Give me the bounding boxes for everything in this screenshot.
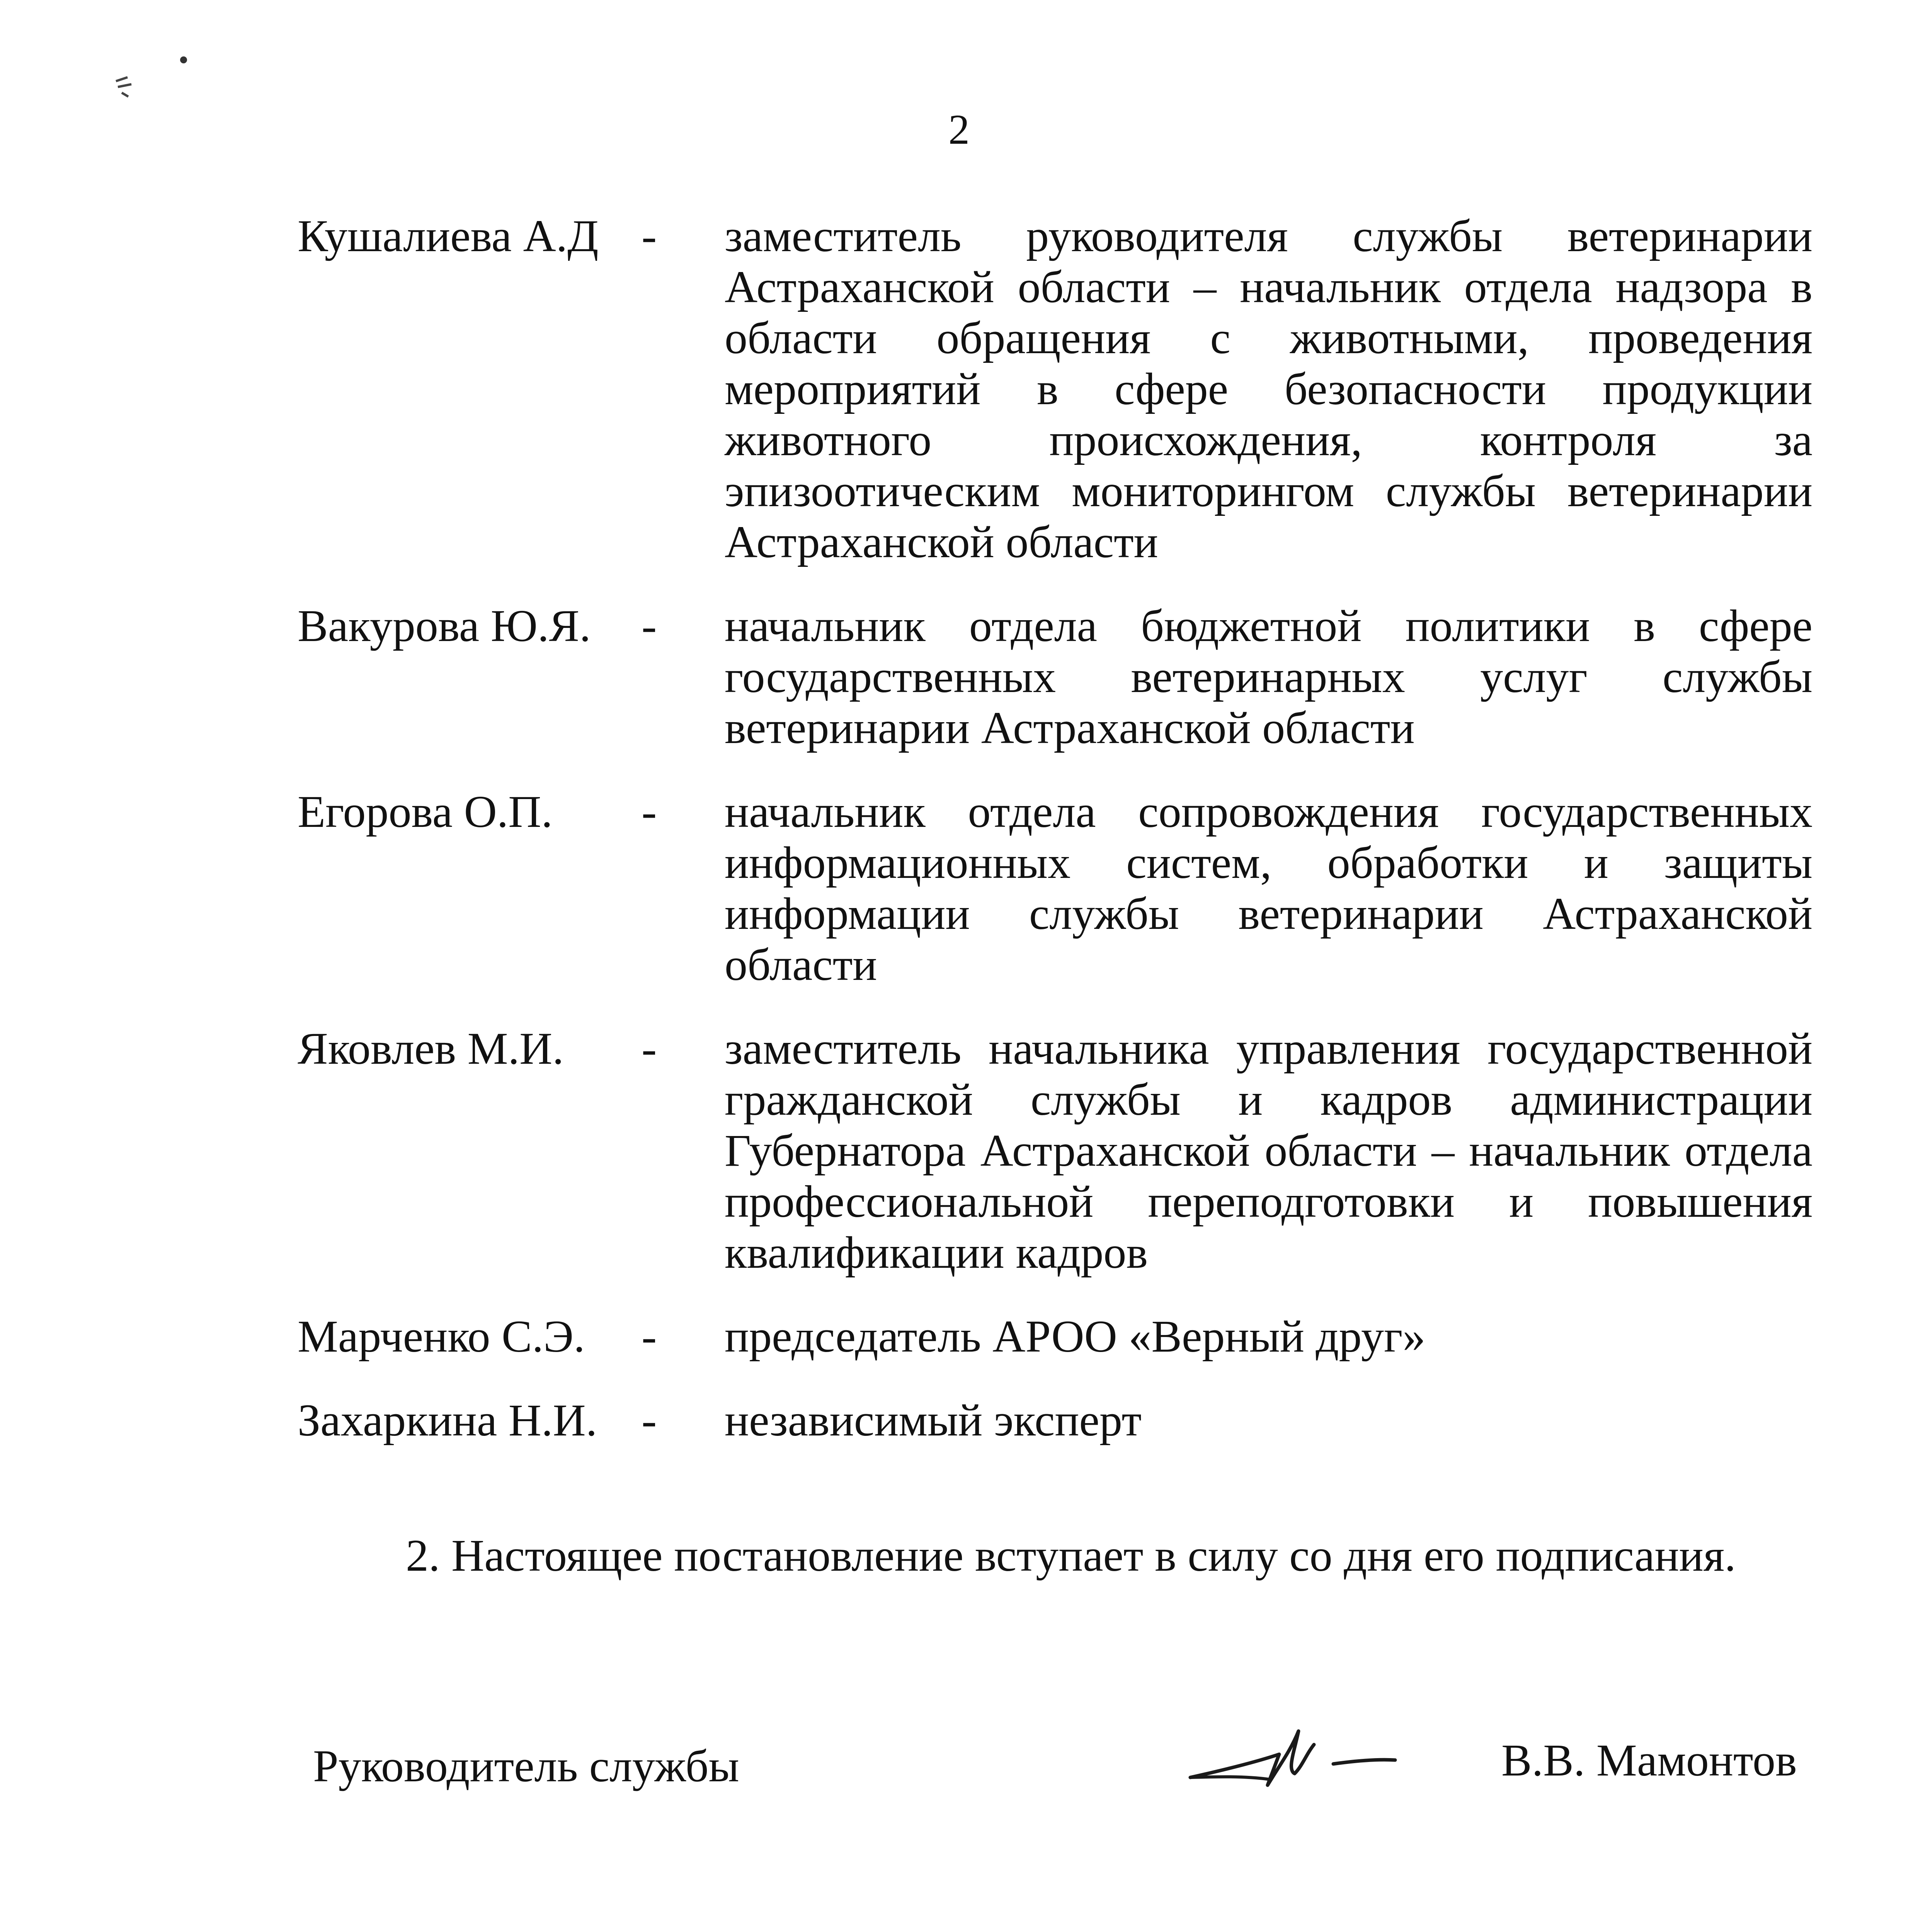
signatory-title: Руководитель службы bbox=[313, 1741, 739, 1791]
member-name: Кушалиева А.Д bbox=[298, 211, 599, 261]
member-row bbox=[298, 1311, 1812, 1362]
member-row bbox=[298, 211, 1812, 568]
member-row bbox=[298, 600, 1812, 753]
member-name: Егорова О.П. bbox=[298, 786, 553, 837]
member-name: Яковлев М.И. bbox=[298, 1023, 564, 1074]
member-name: Марченко С.Э. bbox=[298, 1311, 585, 1362]
member-dash: - bbox=[642, 600, 657, 651]
member-name: Захаркина Н.И. bbox=[298, 1395, 597, 1446]
member-row bbox=[298, 1023, 1812, 1278]
member-dash: - bbox=[642, 211, 657, 261]
page-number: 2 bbox=[948, 106, 970, 153]
member-role: заместитель руководителя службы ветеринарии Астраханской области – начальник отдела надзора в области обращения с животными, проведения мероприятий в сфере безопасности продукции животного происхождения, контроля за эпизоотическим мониторингом службы ветеринарии Астраханской области bbox=[725, 211, 1812, 567]
member-row bbox=[298, 1395, 1812, 1446]
signatory-name: В.В. Мамонтов bbox=[1501, 1735, 1797, 1786]
member-role: председатель АРОО «Верный друг» bbox=[725, 1311, 1426, 1362]
member-dash: - bbox=[642, 1395, 657, 1446]
member-role: начальник отдела бюджетной политики в сфере государственных ветеринарных услуг службы ветеринарии Астраханской области bbox=[725, 600, 1812, 753]
member-dash: - bbox=[642, 1023, 657, 1074]
member-dash: - bbox=[642, 786, 657, 837]
member-role: начальник отдела сопровождения государственных информационных систем, обработки и защиты информации службы ветеринарии Астраханской области bbox=[725, 786, 1812, 990]
member-name: Вакурова Ю.Я. bbox=[298, 600, 591, 651]
effective-date-clause: 2. Настоящее постановление вступает в силу со дня его подписания. bbox=[406, 1530, 1736, 1581]
member-row bbox=[298, 786, 1812, 990]
commission-members-list bbox=[298, 211, 1812, 1479]
handwritten-signature bbox=[1179, 1708, 1426, 1824]
member-role: независимый эксперт bbox=[725, 1395, 1142, 1446]
member-role: заместитель начальника управления государственной гражданской службы и кадров администрации Губернатора Астраханской области – начальник отдела профессиональной переподготовки и повышения квалификации кадров bbox=[725, 1023, 1812, 1278]
member-dash: - bbox=[642, 1311, 657, 1362]
